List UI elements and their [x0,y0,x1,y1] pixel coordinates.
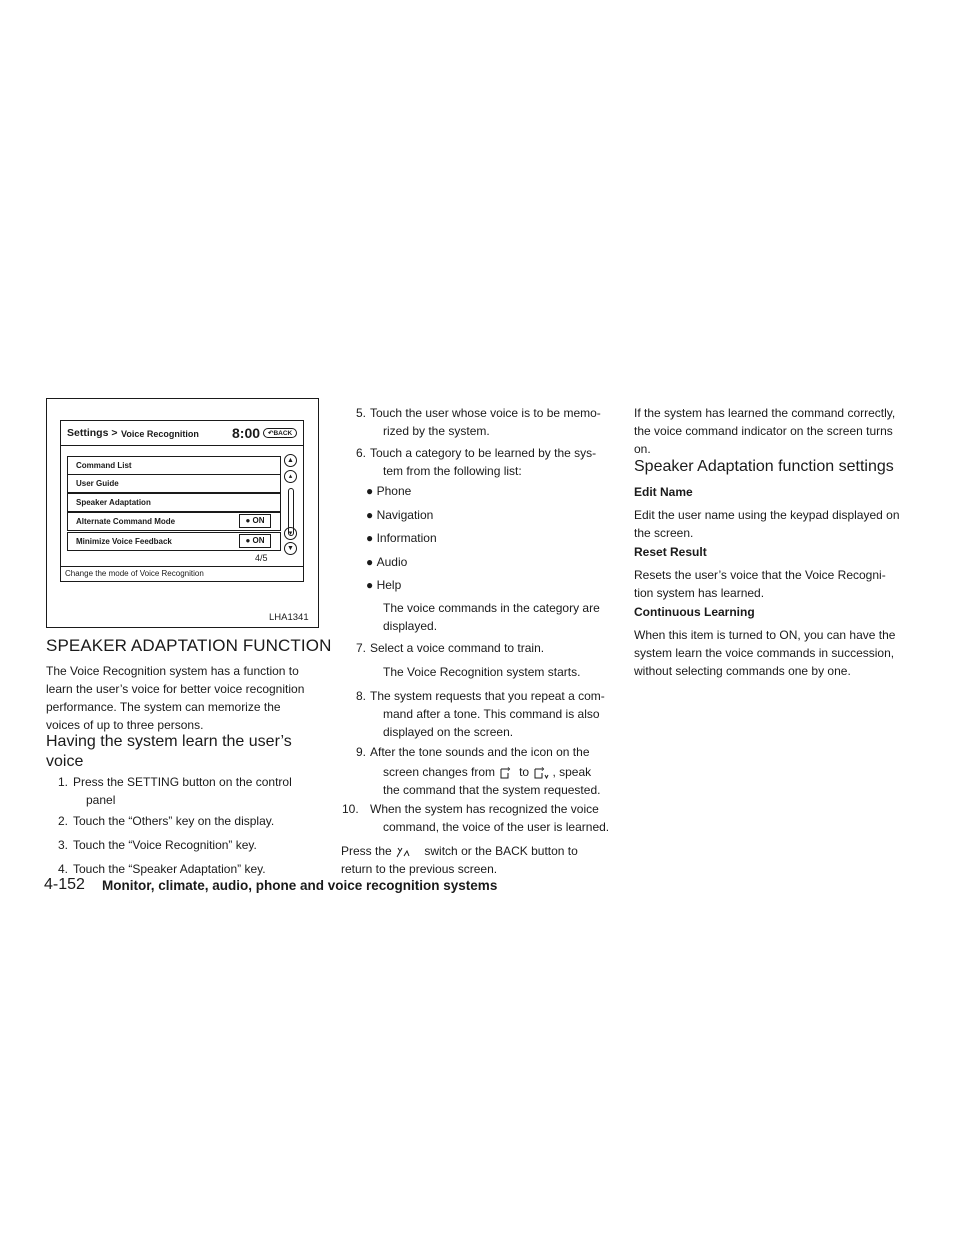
step-number: 2. [58,814,69,828]
bullet-list: ● Phone ● Navigation ● Information ● Audio ● Help [366,484,437,592]
toggle-label: ON [252,536,265,545]
step-text: The system requests that you repeat a com- mand after a tone. This command is also displayed on the screen. [370,689,605,739]
category-note: The voice commands in the category are displayed. [383,601,600,633]
settings-heading: Speaker Adaptation function settings [634,458,894,475]
step-number: 6. [356,446,367,460]
toggle-label: ON [252,516,265,525]
setting-desc: Resets the user’s voice that the Voice Recogni- tion system has learned. [634,568,886,600]
bullet-icon: ● [366,484,374,498]
scroll-top-icon[interactable]: ▲ [284,454,297,467]
screen-header-divider [60,445,304,446]
microphone-icon [498,766,512,780]
screen-clock: 8:00 [232,425,261,441]
menu-item-user-guide[interactable] [67,474,281,493]
setting-title-reset-result: Reset Result [634,545,707,559]
step-number: 3. [58,838,69,852]
bullet-icon: ● [366,531,374,545]
chapter-title: Monitor, climate, audio, phone and voice recognition systems [102,878,498,893]
menu-item-command-list[interactable] [67,456,281,475]
step-text: Touch the “Speaker Adaptation” key. [73,862,266,876]
back-button[interactable] [263,428,297,438]
scroll-up-icon[interactable]: ▴ [284,470,297,483]
page-indicator: 4/5 [255,553,268,563]
press-paragraph: Press the switch or the BACK button to return to the previous screen. [341,844,578,876]
intro-paragraph: The Voice Recognition system has a function to learn the user’s voice for better voice recognition performance. The system can memorize the voices of up to three persons. [46,664,305,732]
setting-desc: Edit the user name using the keypad displayed on the screen. [634,508,900,540]
setting-title-edit-name: Edit Name [634,485,693,499]
step-text: Select a voice command to train. [370,641,545,655]
bullet-icon: ● [366,507,374,522]
step-text: Touch the “Voice Recognition” key. [73,838,257,852]
page-number: 4-152 [44,876,85,893]
step-text: Touch the “Others” key on the display. [73,814,275,828]
screen-subtitle: Voice Recognition [121,429,199,439]
section-heading: SPEAKER ADAPTATION FUNCTION [46,636,332,655]
figure-id: LHA1341 [269,612,309,623]
back-arrow-icon: ↶ [268,430,274,437]
step-number: 4. [58,862,69,876]
toggle-alternate-command-mode[interactable]: ● ON [239,514,271,528]
menu-item-speaker-adaptation[interactable] [67,493,281,512]
bullet-icon: ● [366,578,374,592]
setting-desc: When this item is turned to ON, you can have the system learn the voice commands in succession, without selecting commands one by one. [634,628,896,678]
subheading: Having the system learn the user’s voice [46,733,292,770]
step-number: 10. [342,802,359,816]
menu-item-label: User Guide [76,479,119,488]
step-text: Touch a category to be learned by the sys- tem from the following list: [370,446,597,478]
step-number: 7. [356,641,367,655]
scroll-bottom-icon[interactable]: ▼ [284,542,297,555]
step-text: After the tone sounds and the icon on the screen changes from to , speak the command that the system requested. [370,745,601,797]
step-note: The Voice Recognition system starts. [383,665,581,679]
step-number: 5. [356,406,367,420]
screen-footer-text: Change the mode of Voice Recognition [65,569,204,578]
menu-item-label: Command List [76,461,132,470]
toggle-minimize-voice-feedback[interactable]: ● ON [239,534,271,548]
menu-item-label: Alternate Command Mode [76,517,176,526]
screen-title: Settings > [67,427,118,439]
learned-paragraph: If the system has learned the command correctly, the voice command indicator on the screen turns on. [634,406,896,456]
step-text: Press the SETTING button on the control panel [73,775,292,807]
step-text: When the system has recognized the voice command, the voice of the user is learned. [370,802,610,834]
step-number: 1. [58,775,69,789]
step-number: 9. [356,745,367,759]
scroll-down-icon[interactable]: ▾ [284,527,297,540]
back-label: BACK [273,430,293,437]
microphone-listening-icon [532,766,552,780]
step-number: 8. [356,689,367,703]
step-text: Touch the user whose voice is to be memo- rized by the system. [370,406,601,438]
bullet-icon: ● [366,554,374,569]
talk-switch-icon [395,845,411,859]
screen-footer-divider [60,566,304,567]
menu-item-label: Speaker Adaptation [76,498,151,507]
setting-title-continuous-learning: Continuous Learning [634,605,755,619]
menu-item-label: Minimize Voice Feedback [76,537,172,546]
